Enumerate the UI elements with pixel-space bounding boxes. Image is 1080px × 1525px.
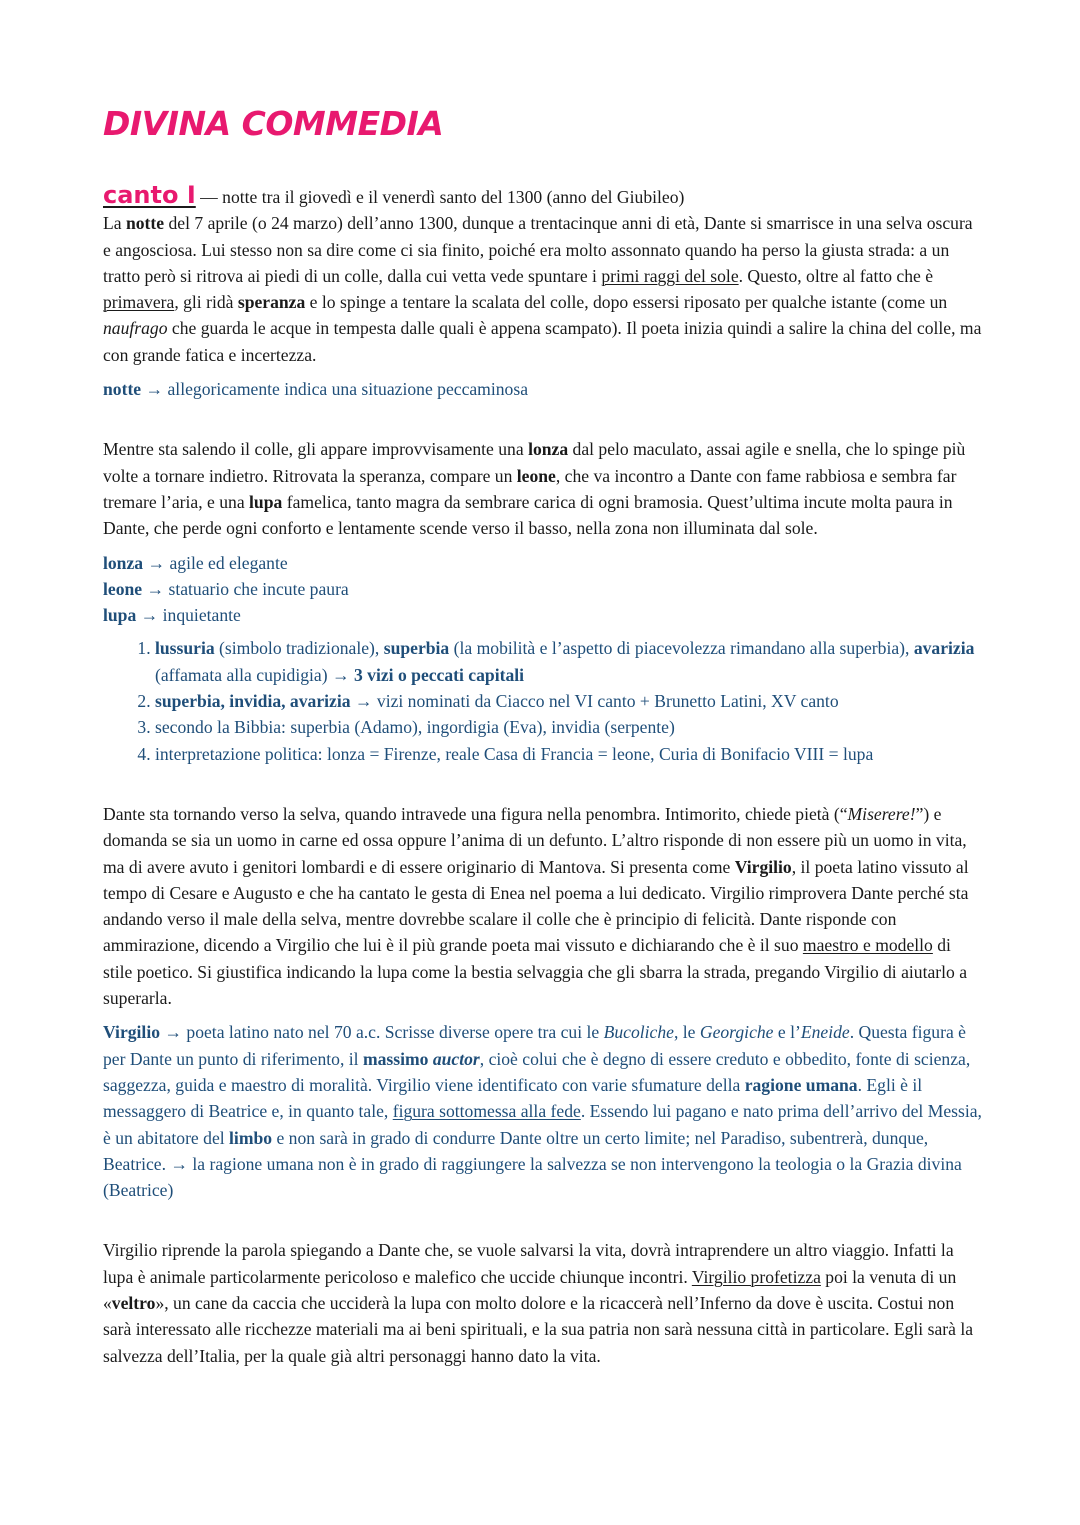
document-page xyxy=(103,100,983,1369)
canto-label: canto I xyxy=(103,181,196,209)
paragraph-veltro: Virgilio riprende la parola spiegando a Dante che, se vuole salvarsi la vita, dovrà intraprendere un altro viaggio. Infatti la lupa è animale particolarmente pericoloso e malefico che uccide chiunque incontri. Virgilio profetizza poi la venuta di un «veltro», un cane da caccia che ucciderà la lupa con molto dolore e la ricaccerà nell’Inferno da dove è uscita. Costui non sarà interessato alle ricchezze materiali ma ai beni spirituali, e la sua patria non sarà nessuna città in particolare. Egli sarà la salvezza dell’Italia, per la quale già altri personaggi hanno dato la vita. xyxy=(103,1240,974,1366)
animal-notes xyxy=(103,550,983,629)
note-leone: leone → statuario che incute paura xyxy=(103,578,349,599)
paragraph-fiere: Mentre sta salendo il colle, gli appare improvvisamente una lonza dal pelo maculato, assai agile e snella, che lo spinge più volte a tornare indietro. Ritrovata la speranza, compare un leone, che va incontro a Dante con fame rabbiosa e sembra far tremare l’aria, e una lupa famelica, tanto magra da sembrare carica di ogni bramosia. Quest’ultima incute molta paura in Dante, che perde ogni conforto e lentamente scende verso il basso, nella zona non illuminata dal sole. xyxy=(103,439,966,539)
canto-subtitle: — notte tra il giovedì e il venerdì santo del 1300 (anno del Giubileo) xyxy=(195,187,685,207)
interpretations-list xyxy=(103,635,983,766)
canto-heading xyxy=(103,182,983,210)
note-lupa: lupa → inquietante xyxy=(103,605,241,626)
list-item: 3. secondo la Bibbia: superbia (Adamo), ingordigia (Eva), invidia (serpente) xyxy=(155,714,983,740)
list-item: 2. superbia, invidia, avarizia → vizi nominati da Ciacco nel VI canto + Brunetto Latini, XV canto xyxy=(155,688,983,714)
note-lonza: lonza → agile ed elegante xyxy=(103,552,288,573)
note-virgilio: Virgilio → poeta latino nato nel 70 a.c. Scrisse diverse opere tra cui le Bucoliche, le Georgiche e l’Eneide. Questa figura è per Dante un punto di riferimento, il massimo auctor, cioè colui che è degno di essere creduto e obbedito, fonte di scienza, saggezza, guida e maestro di moralità. Virgilio viene identificato con varie sfumature della ragione umana. Egli è il messaggero di Beatrice e, in quanto tale, figura sottomessa alla fede. Essendo lui pagano e nato prima dell’arrivo del Messia, è un abitatore del limbo e non sarà in grado di condurre Dante oltre un certo limite; nel Paradiso, subentrerà, dunque, Beatrice. → la ragione umana non è in grado di raggiungere la salvezza se non intervengono la teologia o la Grazia divina (Beatrice) xyxy=(103,1022,982,1201)
paragraph-selva: La notte del 7 aprile (o 24 marzo) dell’anno 1300, dunque a trentacinque anni di età, Dante si smarrisce in una selva oscura e angosciosa. Lui stesso non sa dire come ci sia finito, poiché era molto assonnato quando ha perso la giusta strada: a un tratto però si ritrova ai piedi di un colle, dalla cui vetta vede spuntare i primi raggi del sole. Questo, oltre al fatto che è primavera, gli ridà speranza e lo spinge a tentare la scalata del colle, dopo essersi riposato per qualche istante (come un naufrago che guarda le acque in tempesta dalle quali è appena scampato). Il poeta inizia quindi a salire la china del colle, ma con grande fatica e incertezza. xyxy=(103,213,982,365)
list-item: 1. lussuria (simbolo tradizionale), superbia (la mobilità e l’aspetto di piacevolezza rimandano alla superbia), avarizia (affamata alla cupidigia) → 3 vizi o peccati capitali xyxy=(155,635,983,688)
list-item: 4. interpretazione politica: lonza = Firenze, reale Casa di Francia = leone, Curia di Bonifacio VIII = lupa xyxy=(155,741,983,767)
paragraph-virgilio: Dante sta tornando verso la selva, quando intravede una figura nella penombra. Intimorito, chiede pietà (“Miserere!”) e domanda se sia un uomo in carne ed ossa oppure l’anima di un defunto. L’altro risponde di non essere più un uomo in vita, ma di avere avuto i genitori lombardi e di essere originario di Mantova. Si presenta come Virgilio, il poeta latino vissuto al tempo di Cesare e Augusto e che ha cantato le gesta di Enea nel poema a lui dedicato. Virgilio rimprovera Dante perché sta andando verso il male della selva, mentre dovrebbe scalare il colle che è principio di felicità. Dante risponde con ammirazione, dicendo a Virgilio che lui è il più grande poeta mai vissuto e dichiarando che è il suo maestro e modello di stile poetico. Si giustifica indicando la lupa come la bestia selvaggia che gli sbarra la strada, pregando Virgilio di aiutarlo a superarla. xyxy=(103,803,969,1009)
document-title: DIVINA COMMEDIA xyxy=(103,104,444,143)
note-notte: notte → allegoricamente indica una situazione peccaminosa xyxy=(103,379,529,400)
